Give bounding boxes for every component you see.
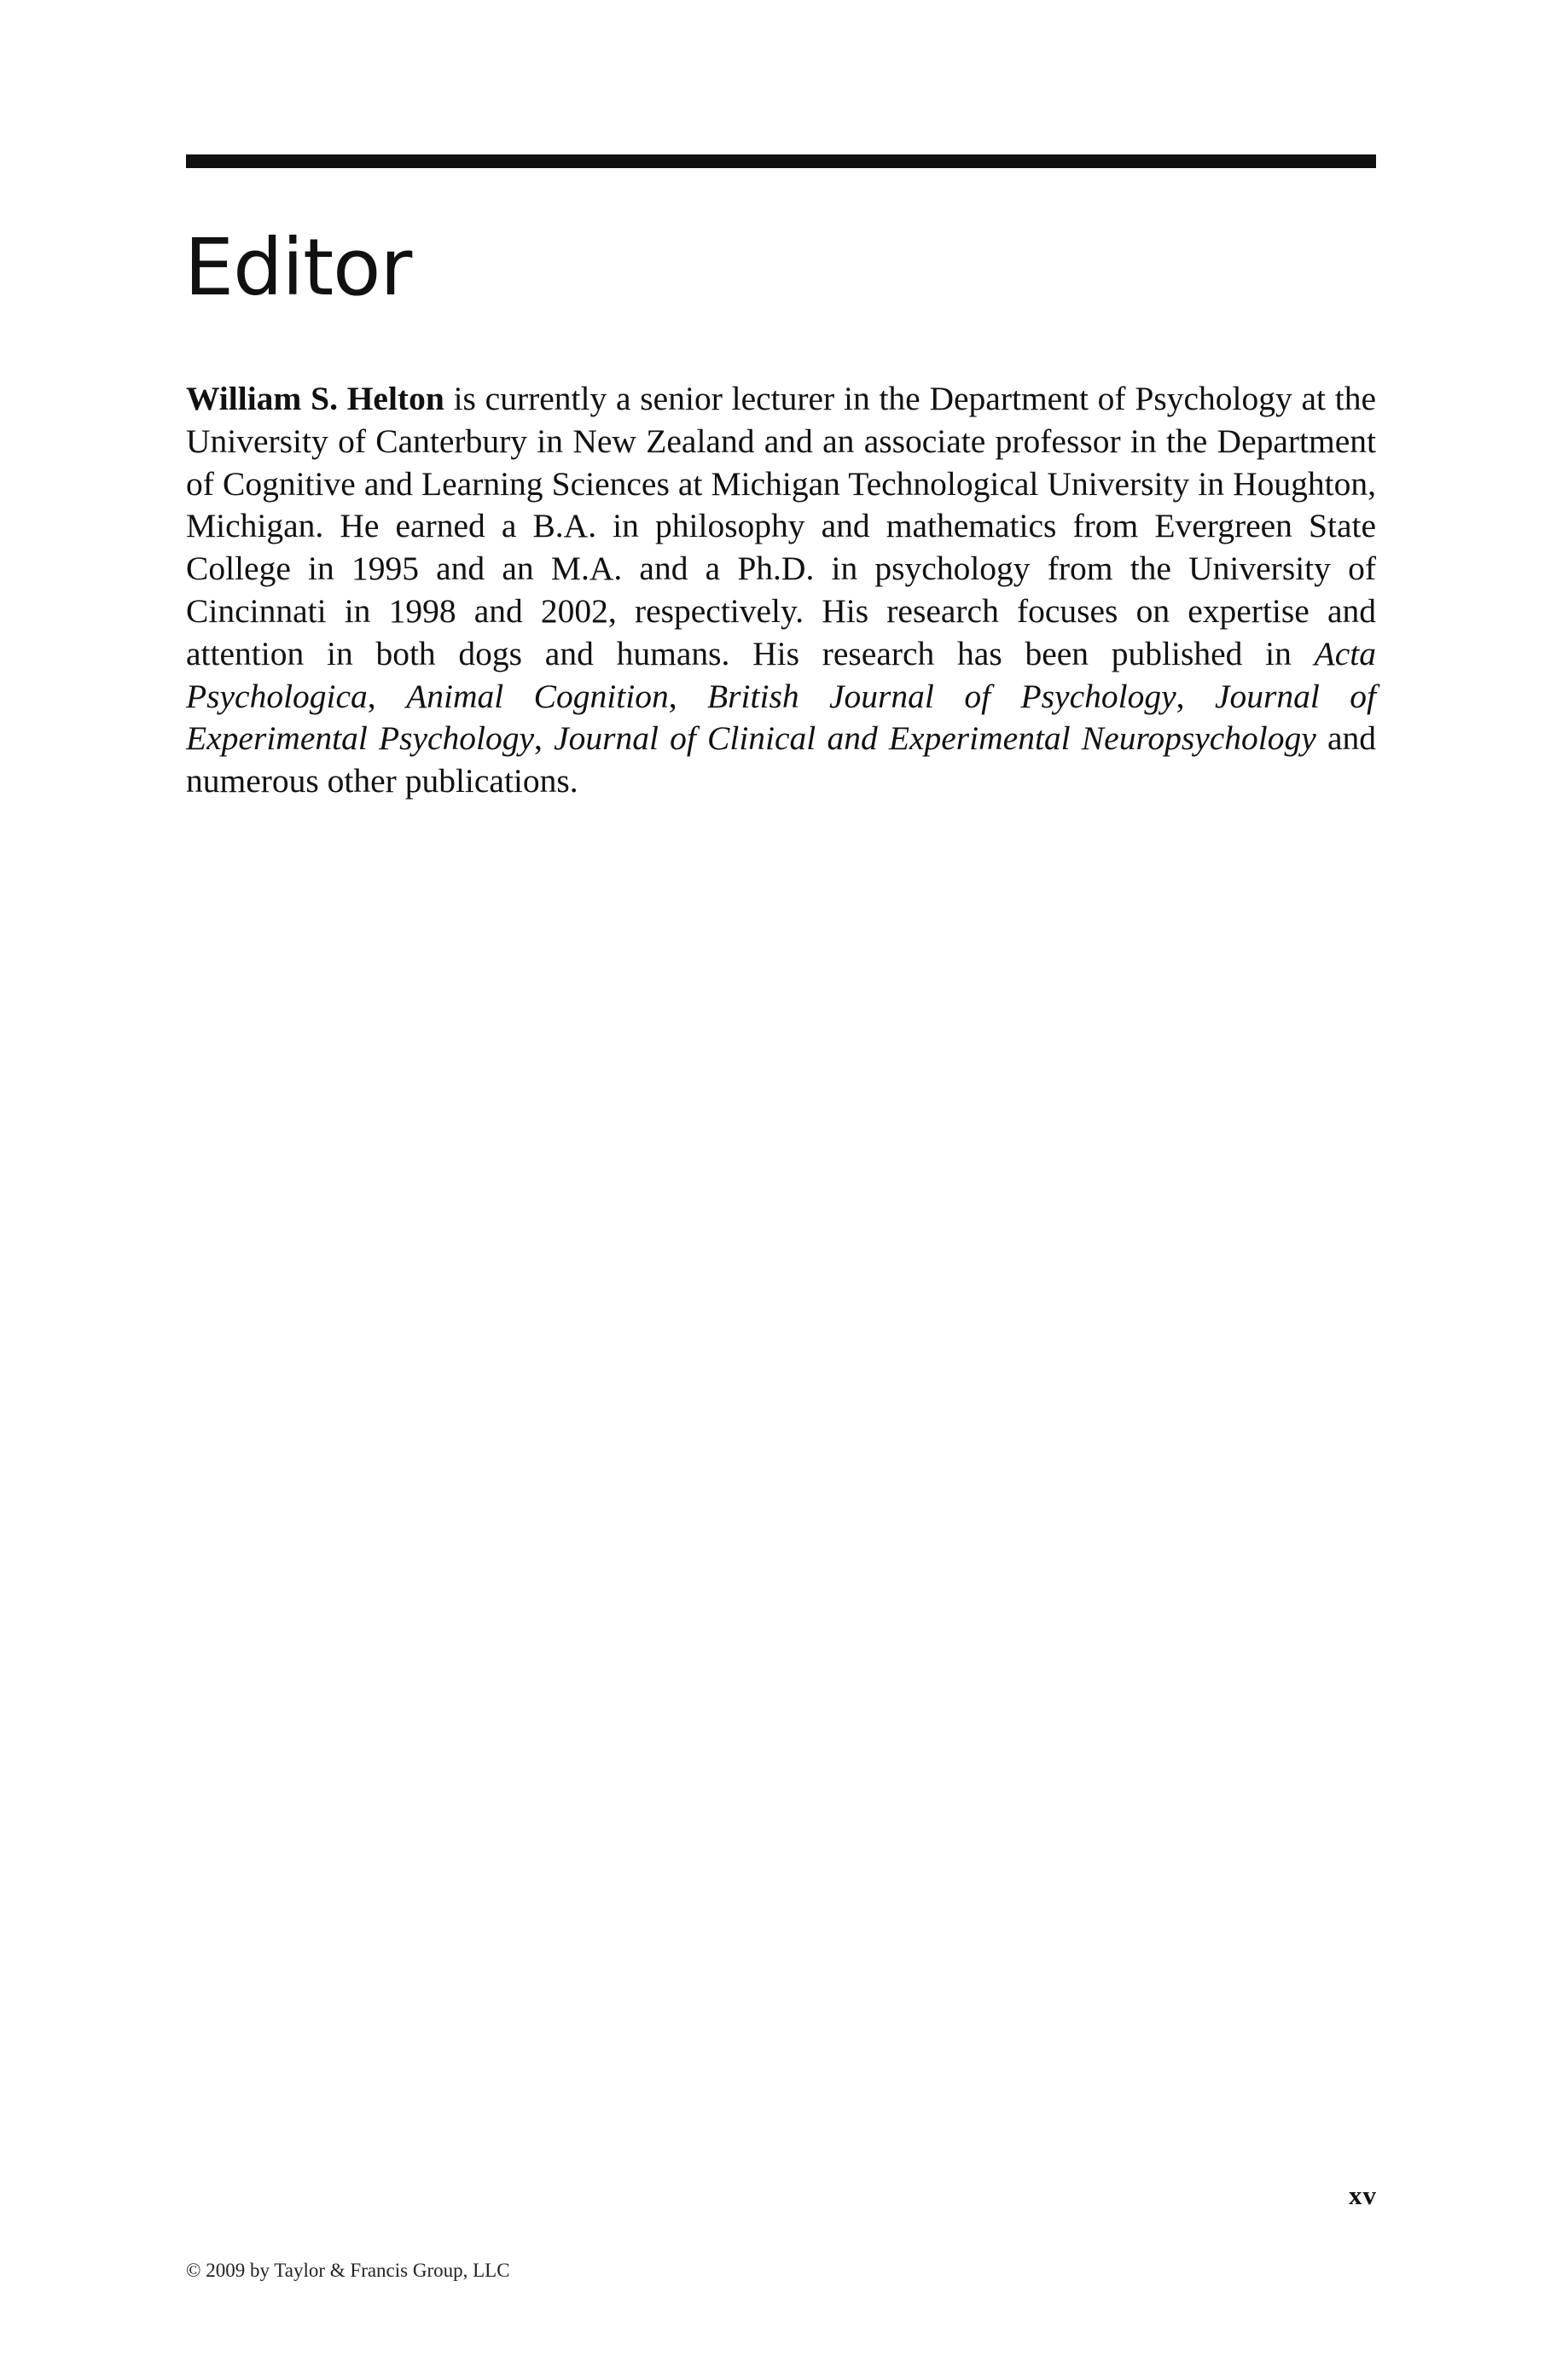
journal-title: Journal of Experimental Psychology (186, 677, 1376, 758)
journal-title: British Journal of Psychology (707, 677, 1176, 715)
bio-text: and numerous other publications. (186, 719, 1376, 800)
copyright-notice: © 2009 by Taylor & Francis Group, LLC (186, 2260, 510, 2281)
editor-name: William S. Helton (186, 380, 444, 417)
separator: , (534, 719, 555, 758)
separator: , (668, 677, 708, 715)
bio-text: is currently a senior lecturer in the Department of Psychology at the University of Canterbury in New Zealand and an associate professor in the Department of Cognitive and Learning Sciences at Michigan Technological University in Houghton, Michigan. He earned a B.A. in philosophy and mathematics from Evergreen State College in 1995 and an M.A. and a Ph.D. in psychology from the University of Cincinnati in 1998 and 2002, respectively. His research focuses on expertise and attention in both dogs and humans. His research has been published in (186, 380, 1376, 672)
journal-title: Animal Cognition (406, 677, 669, 715)
editor-bio (186, 378, 1376, 803)
page-title: Editor (184, 222, 412, 313)
page-number: xv (1349, 2180, 1377, 2210)
journal-title: Acta Psychologica (186, 634, 1376, 715)
header-rule (186, 154, 1376, 168)
separator: , (1176, 677, 1215, 715)
separator: , (367, 677, 407, 715)
journal-title: Journal of Clinical and Experimental Neuropsychology (554, 719, 1316, 758)
